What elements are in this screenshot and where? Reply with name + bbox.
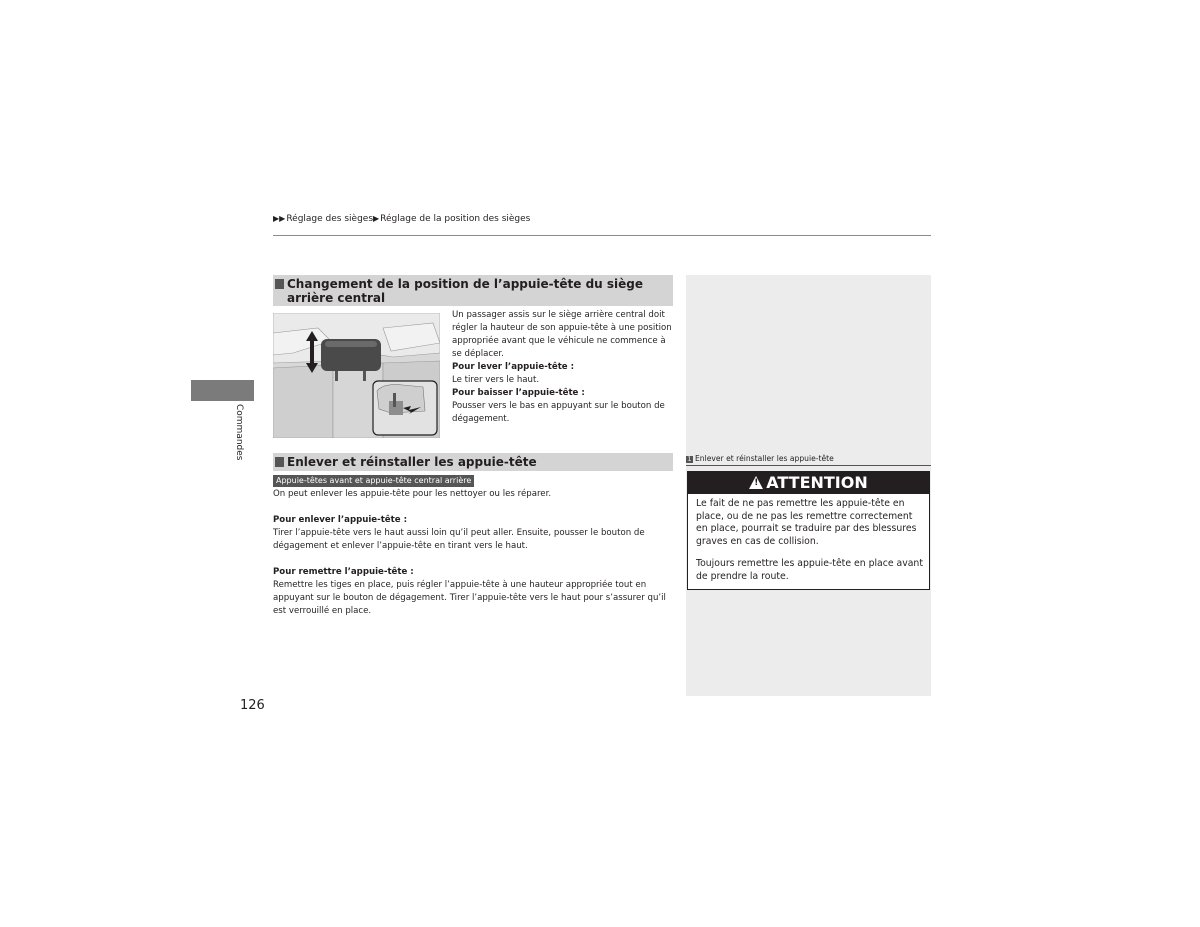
applicability-tag: Appuie-têtes avant et appuie-tête central arrière bbox=[273, 475, 474, 487]
attention-header bbox=[688, 472, 929, 494]
section-heading-remove-reinstall bbox=[273, 453, 673, 471]
attention-box bbox=[687, 471, 930, 590]
attention-body bbox=[696, 498, 926, 593]
section-marker-icon bbox=[275, 279, 284, 289]
chapter-label: Commandes bbox=[234, 404, 244, 461]
breadcrumb-marker: ▶▶ bbox=[273, 214, 286, 223]
section-title: Enlever et réinstaller les appuie-tête bbox=[287, 455, 537, 469]
raise-headrest-title: Pour lever l’appuie-tête : bbox=[452, 362, 575, 372]
lower-headrest-text: Pousser vers le bas en appuyant sur le bouton de dégagement. bbox=[452, 401, 665, 424]
reference-number-icon: 1 bbox=[687, 456, 692, 463]
sidebar-reference[interactable] bbox=[686, 454, 834, 463]
section2-body bbox=[273, 488, 675, 618]
headrest-illustration bbox=[273, 313, 440, 438]
page-number: 126 bbox=[240, 698, 265, 713]
reinstall-headrest-text: Remettre les tiges en place, puis régler l’appuie-tête à une hauteur appropriée tout en appuyant sur le bouton de dégagement. Tirer l’appuie-tête vers le haut pour s’assurer qu’il est verrouillé en place. bbox=[273, 580, 666, 616]
lower-headrest-title: Pour baisser l’appuie-tête : bbox=[452, 388, 585, 398]
breadcrumb bbox=[273, 214, 530, 224]
section-marker-icon bbox=[275, 457, 284, 467]
section-title: Changement de la position de l’appuie-tête du siège arrière central bbox=[287, 277, 644, 305]
raise-headrest-text: Le tirer vers le haut. bbox=[452, 375, 540, 385]
header-rule bbox=[273, 235, 931, 236]
reinstall-headrest-title: Pour remettre l’appuie-tête : bbox=[273, 567, 414, 577]
attention-paragraph-2: Toujours remettre les appuie-tête en place avant de prendre la route. bbox=[696, 558, 923, 582]
remove-headrest-title: Pour enlever l’appuie-tête : bbox=[273, 515, 408, 525]
section1-body bbox=[452, 309, 674, 426]
section1-intro: Un passager assis sur le siège arrière central doit régler la hauteur de son appuie-tête à une position appropriée avant que le véhicule ne commence à se déplacer. bbox=[452, 310, 672, 359]
chapter-tab bbox=[191, 380, 254, 401]
section-heading-rear-center-headrest bbox=[273, 275, 673, 306]
sidebar-rule bbox=[686, 465, 931, 466]
breadcrumb-item-seat-position[interactable]: Réglage de la position des sièges bbox=[380, 214, 531, 224]
breadcrumb-item-seats[interactable]: Réglage des sièges bbox=[286, 214, 374, 224]
attention-heading: ATTENTION bbox=[766, 473, 868, 492]
breadcrumb-separator: ▶ bbox=[373, 214, 380, 223]
section2-intro: On peut enlever les appuie-tête pour les nettoyer ou les réparer. bbox=[273, 489, 552, 499]
attention-paragraph-1: Le fait de ne pas remettre les appuie-tête en place, ou de ne pas les remettre correctement en place, pourrait se traduire par des blessures graves en cas de collision. bbox=[696, 498, 917, 547]
remove-headrest-text: Tirer l’appuie-tête vers le haut aussi loin qu’il peut aller. Ensuite, pousser le bouton de dégagement et enlever l’appuie-tête en tirant vers le haut. bbox=[273, 528, 645, 551]
sidebar-reference-label: Enlever et réinstaller les appuie-tête bbox=[695, 454, 834, 463]
warning-triangle-icon bbox=[749, 476, 763, 489]
